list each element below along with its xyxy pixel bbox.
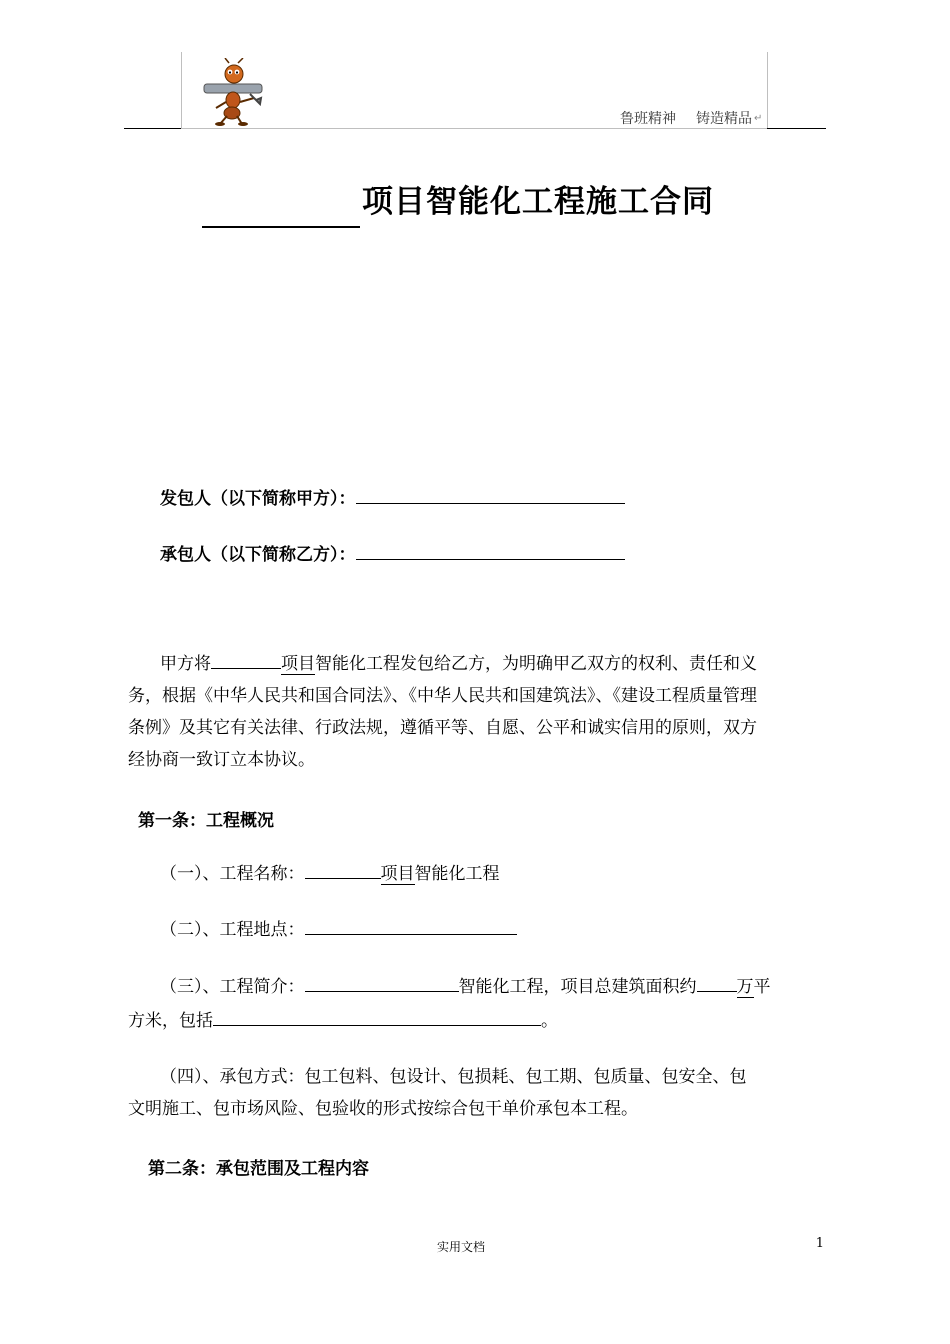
header-slogan-2: 铸造精品 <box>696 111 752 127</box>
intro-line-3: 条例》及其它有关法律、行政法规，遵循平等、自愿、公平和诚实信用的原则，双方 <box>128 718 757 738</box>
item-4-line-2: 文明施工、包市场风险、包验收的形式按综合包干单价承包本工程。 <box>128 1099 638 1119</box>
item-3-line-2 <box>128 1005 558 1037</box>
item-3-text-a: 智能化工程，项目总建筑面积约 <box>458 977 697 997</box>
contractor-label: 承包人（以下简称乙方）： <box>160 545 356 565</box>
header-rule-main <box>181 128 767 129</box>
intro-text-c: 智能化工程发包给乙方，为明确甲乙双方的权利、责任和义 <box>315 654 757 674</box>
article-1-heading: 第一条：工程概况 <box>138 811 274 831</box>
page-number: 1 <box>815 1236 824 1251</box>
intro-line-1 <box>160 648 757 680</box>
employer-label: 发包人（以下简称甲方）： <box>160 489 356 509</box>
contractor-blank <box>356 541 625 560</box>
item-2-blank <box>305 916 517 935</box>
item-3-area-blank <box>697 973 737 992</box>
return-mark-icon: ↵ <box>754 113 763 124</box>
intro-text-a: 甲方将 <box>160 654 211 674</box>
item-1-blank <box>305 860 381 879</box>
item-3-period: 。 <box>541 1011 558 1031</box>
item-4-line-1: （四）、承包方式：包工包料、包设计、包损耗、包工期、包质量、包安全、包 <box>160 1067 747 1087</box>
item-2 <box>160 914 517 946</box>
project-name-blank <box>211 650 281 669</box>
item-3-name-blank <box>305 973 459 992</box>
ant-mascot-logo <box>198 58 268 126</box>
header-left-border <box>181 52 182 128</box>
intro-project-word: 项目 <box>281 654 315 674</box>
item-1-project-word: 项目 <box>380 864 415 884</box>
item-3-text-c: 平 <box>753 977 771 997</box>
item-1-text: 智能化工程 <box>414 864 500 884</box>
header-right-border <box>767 52 768 128</box>
item-3-unit: 万 <box>736 977 754 997</box>
article-2-heading: 第二条：承包范围及工程内容 <box>148 1159 369 1179</box>
intro-line-2: 务，根据《中华人民共和国合同法》、《中华人民共和国建筑法》、《建设工程质量管理 <box>128 686 757 706</box>
contractor-line <box>160 540 625 565</box>
item-3-label: （三）、工程简介： <box>160 977 305 997</box>
item-3-scope-blank <box>213 1007 541 1026</box>
employer-line <box>160 484 625 509</box>
item-2-label: （二）、工程地点： <box>160 920 305 940</box>
header-rule-right <box>767 128 826 129</box>
footer-text: 实用文档 <box>437 1240 486 1254</box>
item-3-line2-text: 方米，包括 <box>128 1011 213 1031</box>
item-1 <box>160 858 500 890</box>
item-1-label: （一）、工程名称： <box>160 864 305 884</box>
intro-line-4: 经协商一致订立本协议。 <box>128 750 315 770</box>
header-rule-left <box>124 128 181 129</box>
header-slogan-1: 鲁班精神 <box>620 111 676 127</box>
document-title: 项目智能化工程施工合同 <box>362 184 714 220</box>
item-3-line-1 <box>160 971 771 1003</box>
title-blank-line <box>202 226 360 228</box>
employer-blank <box>356 485 625 504</box>
